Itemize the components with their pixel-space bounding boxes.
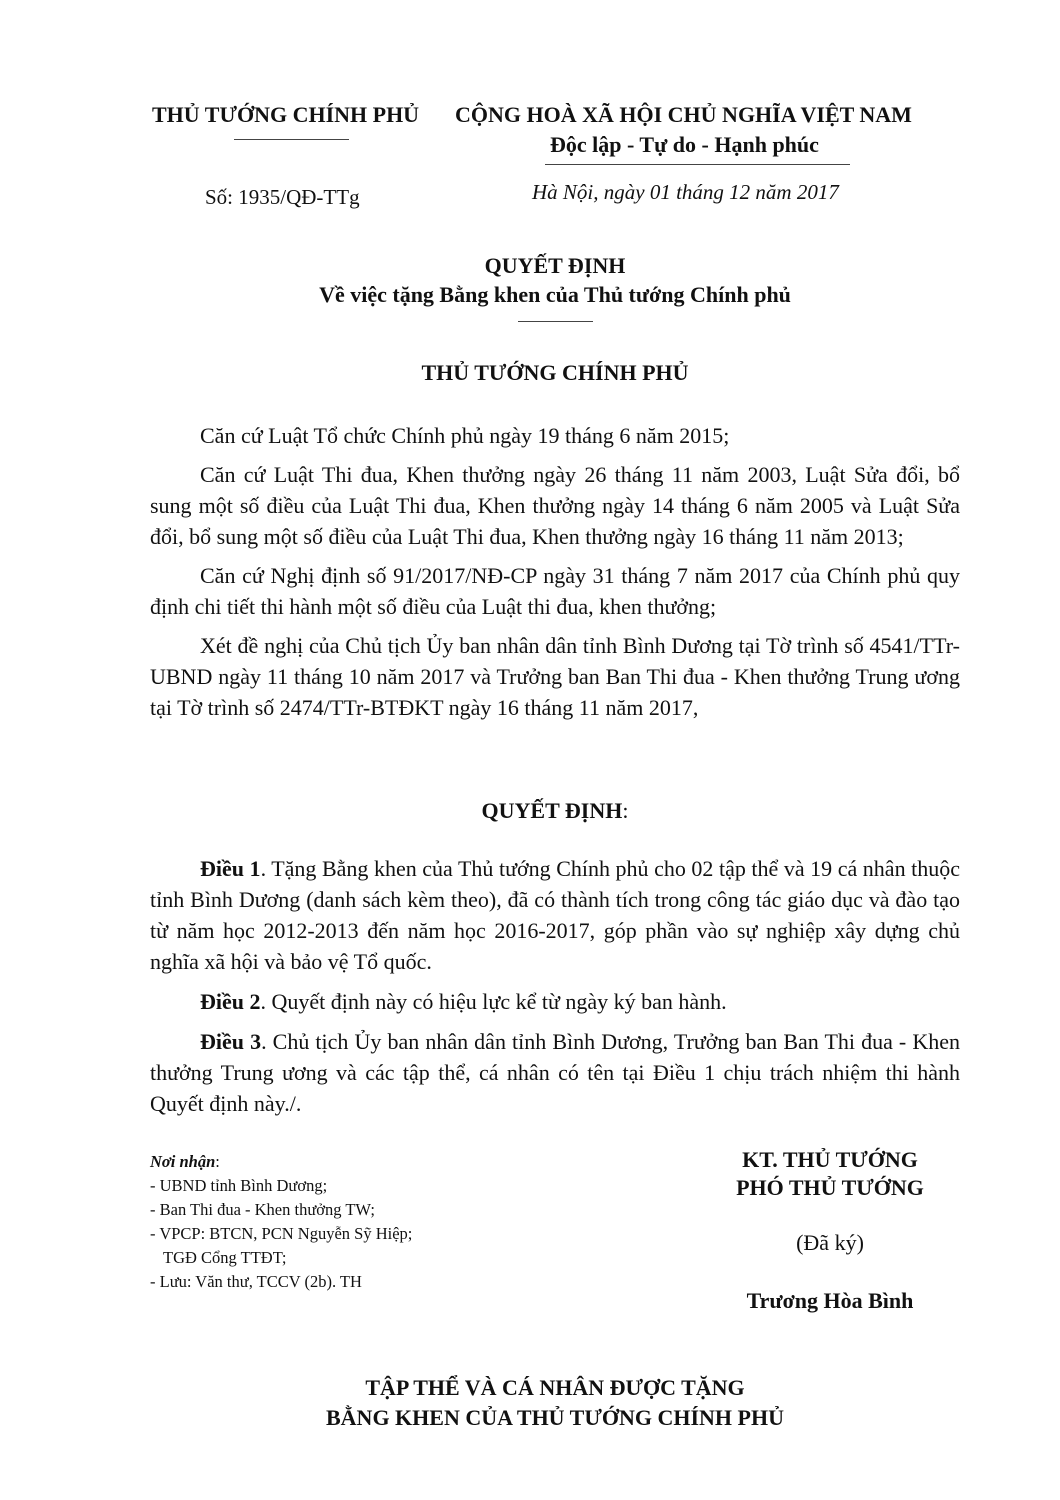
recipients-colon: : — [215, 1152, 220, 1171]
document-type: QUYẾT ĐỊNH — [484, 253, 626, 278]
signer-title-line1: KT. THỦ TƯỚNG — [742, 1147, 918, 1172]
place-and-date: Hà Nội, ngày 01 tháng 12 năm 2017 — [532, 180, 839, 204]
article-label: Điều 3 — [200, 1029, 262, 1054]
nation-name: CỘNG HOÀ XÃ HỘI CHỦ NGHĨA VIỆT NAM — [455, 102, 912, 127]
signer-title-line2: PHÓ THỦ TƯỚNG — [736, 1175, 924, 1200]
decision-heading — [150, 798, 960, 824]
national-motto: Độc lập - Tự do - Hạnh phúc — [550, 132, 819, 157]
article-text: . Chủ tịch Ủy ban nhân dân tỉnh Bình Dương, Trưởng ban Ban Thi đua - Khen thưởng Trung ương và các tập thể, cá nhân có tên tại Điều 1 chịu trách nhiệm thi hành Quyết định này./. — [150, 1029, 960, 1116]
annex-title-line1: TẬP THỂ VÀ CÁ NHÂN ĐƯỢC TẶNG — [365, 1375, 745, 1400]
issuing-agency: THỦ TƯỚNG CHÍNH PHỦ — [152, 102, 420, 127]
decision-heading-colon: : — [622, 798, 629, 823]
article-text: . Quyết định này có hiệu lực kể từ ngày ký ban hành. — [260, 989, 727, 1014]
preamble-paragraph: Căn cứ Nghị định số 91/2017/NĐ-CP ngày 31 tháng 7 năm 2017 của Chính phủ quy định chi tiết thi hành một số điều của Luật thi đua, khen thưởng; — [150, 563, 960, 619]
signed-mark: (Đã ký) — [796, 1230, 864, 1255]
recipient-item: - UBND tỉnh Bình Dương; — [150, 1176, 328, 1195]
signer-name: Trương Hòa Bình — [746, 1288, 914, 1313]
article-1 — [150, 853, 960, 977]
recipient-item: - Lưu: Văn thư, TCCV (2b). TH — [150, 1272, 362, 1291]
recipient-item: - Ban Thi đua - Khen thưởng TW; — [150, 1200, 375, 1219]
document-number: Số: 1935/QĐ-TTg — [205, 185, 360, 209]
motto-underline — [545, 164, 850, 165]
agency-underline — [234, 139, 349, 140]
annex-title-line2: BẰNG KHEN CỦA THỦ TƯỚNG CHÍNH PHỦ — [326, 1405, 784, 1430]
article-label: Điều 1 — [200, 856, 261, 881]
document-subject: Về việc tặng Bằng khen của Thủ tướng Chính phủ — [319, 282, 791, 307]
article-text: . Tặng Bằng khen của Thủ tướng Chính phủ cho 02 tập thể và 19 cá nhân thuộc tỉnh Bình Dương (danh sách kèm theo), đã có thành tích trong công tác giáo dục và đào tạo từ năm học 2012-2013 đến năm học 2016-2017, góp phần vào sự nghiệp xây dựng chủ nghĩa xã hội và bảo vệ Tổ quốc. — [150, 856, 960, 974]
article-label: Điều 2 — [200, 989, 261, 1014]
subject-underline — [518, 321, 593, 322]
preamble-paragraph: Căn cứ Luật Thi đua, Khen thưởng ngày 26 tháng 11 năm 2003, Luật Sửa đổi, bổ sung một số điều của Luật Thi đua, Khen thưởng ngày 14 tháng 6 năm 2005 và Luật Sửa đổi, bổ sung một số điều của Luật Thi đua, Khen thưởng ngày 16 tháng 11 năm 2013; — [150, 462, 960, 549]
recipient-item: TGĐ Cổng TTĐT; — [163, 1248, 287, 1267]
decision-heading-text: QUYẾT ĐỊNH — [481, 798, 623, 823]
recipient-item: - VPCP: BTCN, PCN Nguyễn Sỹ Hiệp; — [150, 1224, 413, 1243]
preamble — [150, 420, 960, 723]
issuing-authority: THỦ TƯỚNG CHÍNH PHỦ — [421, 360, 689, 385]
articles — [150, 853, 960, 1119]
preamble-paragraph: Căn cứ Luật Tổ chức Chính phủ ngày 19 tháng 6 năm 2015; — [200, 423, 730, 448]
recipients-label: Nơi nhận — [150, 1152, 216, 1171]
article-3 — [150, 1026, 960, 1119]
preamble-paragraph: Xét đề nghị của Chủ tịch Ủy ban nhân dân tỉnh Bình Dương tại Tờ trình số 4541/TTr-UBND ngày 11 tháng 10 năm 2017 và Trưởng ban Ban Thi đua - Khen thưởng Trung ương tại Tờ trình số 2474/TTr-BTĐKT ngày 16 tháng 11 năm 2017, — [150, 633, 960, 720]
recipients-heading — [150, 1150, 570, 1174]
recipients-block — [150, 1150, 570, 1294]
article-2 — [150, 986, 960, 1017]
